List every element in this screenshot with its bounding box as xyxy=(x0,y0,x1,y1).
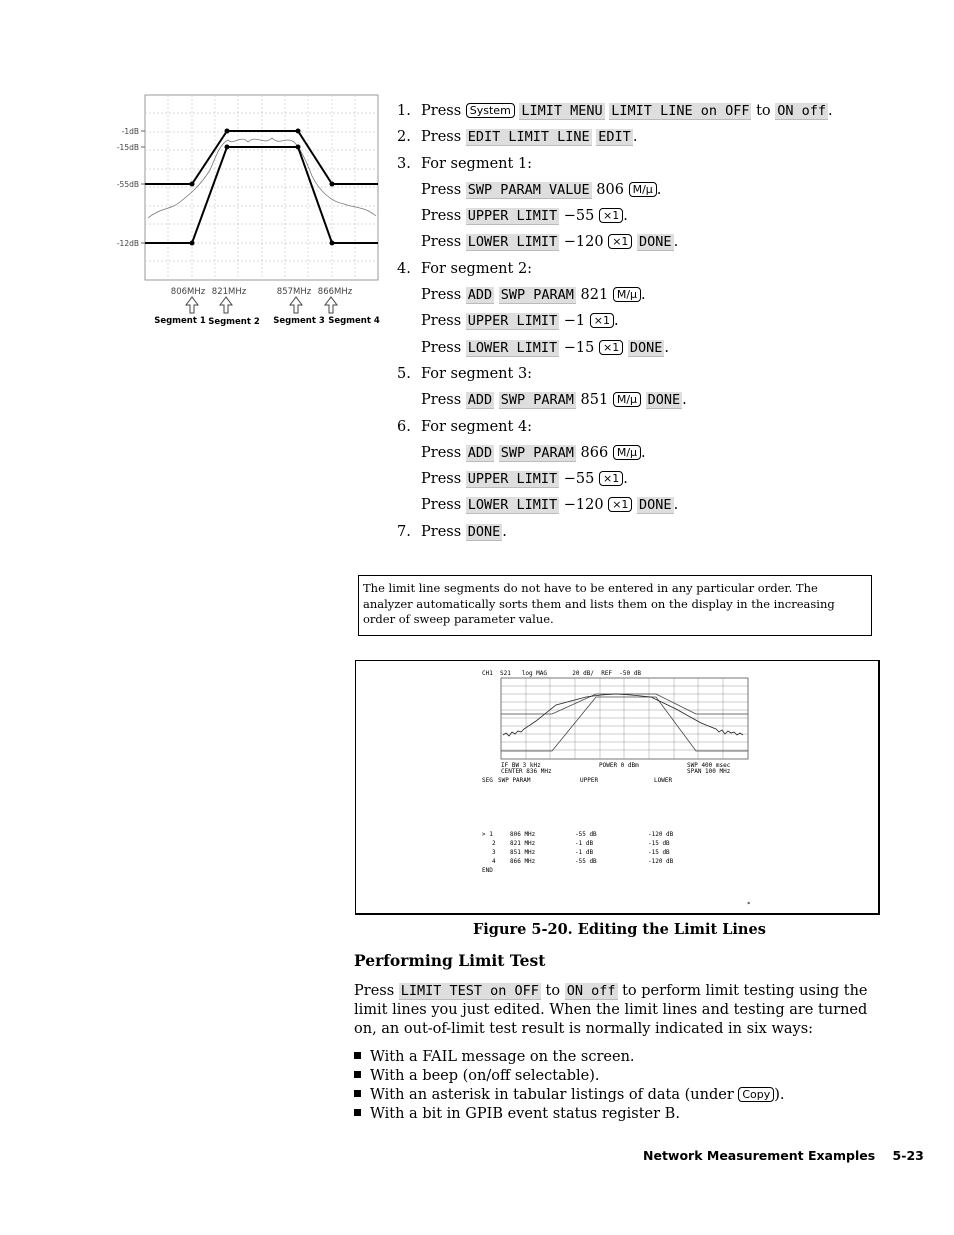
m-mu-key[interactable]: M/μ xyxy=(613,287,641,302)
done-softkey[interactable]: DONE xyxy=(639,234,672,251)
svg-text:-1 dB: -1 dB xyxy=(575,840,594,847)
edit-softkey[interactable]: EDIT xyxy=(598,129,631,146)
segment-label: Segment 4 xyxy=(328,316,380,326)
done-softkey[interactable]: DONE xyxy=(647,392,681,409)
add-softkey[interactable]: ADD xyxy=(467,392,493,409)
upper-limit-softkey[interactable]: UPPER LIMIT xyxy=(467,471,558,488)
level-label: -55dB xyxy=(116,180,139,189)
svg-text:821 MHz: 821 MHz xyxy=(510,840,536,847)
analyzer-screen-figure xyxy=(355,660,880,915)
swp-param-softkey[interactable]: SWP PARAM xyxy=(500,287,574,304)
screen-graticule xyxy=(501,678,748,759)
list-item: With a bit in GPIB event status register B. xyxy=(354,1105,785,1124)
x1-key[interactable]: ×1 xyxy=(599,471,623,486)
svg-text:4: 4 xyxy=(492,858,496,865)
procedure-steps xyxy=(397,100,917,547)
up-arrow-icon xyxy=(290,297,302,313)
limit-line-softkey[interactable]: LIMIT LINE on OFF xyxy=(611,103,750,119)
limit-menu-softkey[interactable]: LIMIT MENU xyxy=(521,103,603,119)
done-softkey[interactable]: DONE xyxy=(639,497,672,514)
bullet-icon xyxy=(354,1071,361,1078)
svg-text:2: 2 xyxy=(492,840,496,847)
step-4: 4. For segment 2: xyxy=(397,260,533,277)
screen-table-row xyxy=(492,849,670,856)
done-softkey[interactable]: DONE xyxy=(629,339,663,356)
step-3: 3. For segment 1: xyxy=(397,155,533,172)
lower-limit-softkey[interactable]: LOWER LIMIT xyxy=(467,339,558,356)
edit-limit-line-softkey[interactable]: EDIT LIMIT LINE xyxy=(467,129,590,146)
svg-text:-120 dB: -120 dB xyxy=(648,858,674,865)
segment-label: Segment 2 xyxy=(208,317,260,327)
svg-text:866 MHz: 866 MHz xyxy=(510,858,536,865)
upper-limit-softkey[interactable]: UPPER LIMIT xyxy=(467,208,558,225)
screen-table-row xyxy=(482,831,674,838)
analyzer-display xyxy=(356,661,878,913)
svg-text:> 1: > 1 xyxy=(482,831,493,838)
swp-param-softkey[interactable]: SWP PARAM xyxy=(500,444,574,461)
step-2: 2. Press EDIT LIMIT LINE EDIT . xyxy=(397,129,638,146)
step-4b: Press UPPER LIMIT −1 ×1 . xyxy=(421,313,619,330)
step-5: 5. For segment 3: xyxy=(397,365,533,382)
step-6b: Press UPPER LIMIT −55 ×1 . xyxy=(421,471,628,488)
screen-marker: * xyxy=(747,901,751,908)
bullet-icon xyxy=(354,1052,361,1059)
step-4c: Press LOWER LIMIT −15 ×1 DONE . xyxy=(421,339,669,356)
freq-label: 857MHz xyxy=(276,287,312,297)
screen-header: CH1 S21 log MAG 20 dB/ REF -50 dB xyxy=(482,670,641,677)
section-heading: Performing Limit Test xyxy=(354,951,546,970)
diagram-grid xyxy=(145,95,378,280)
svg-text:-15 dB: -15 dB xyxy=(648,849,670,856)
system-key[interactable]: System xyxy=(466,103,515,118)
segment-arrows xyxy=(186,297,337,313)
list-item: With an asterisk in tabular listings of data (under Copy ). xyxy=(354,1086,785,1105)
upper-limit-softkey[interactable]: UPPER LIMIT xyxy=(467,313,558,330)
x1-key[interactable]: ×1 xyxy=(599,340,623,355)
up-arrow-icon xyxy=(220,297,232,313)
svg-text:851 MHz: 851 MHz xyxy=(510,849,536,856)
swp-param-softkey[interactable]: SWP PARAM xyxy=(500,392,574,409)
limit-test-softkey[interactable]: LIMIT TEST on OFF xyxy=(400,983,539,999)
m-mu-key[interactable]: M/μ xyxy=(613,445,641,460)
svg-text:SWP PARAM: SWP PARAM xyxy=(498,777,531,784)
x1-key[interactable]: ×1 xyxy=(608,497,632,512)
svg-text:3: 3 xyxy=(492,849,496,856)
screen-table-header xyxy=(482,777,672,784)
add-softkey[interactable]: ADD xyxy=(467,287,493,304)
screen-span: SPAN 100 MHz xyxy=(687,768,731,775)
x1-key[interactable]: ×1 xyxy=(590,313,614,328)
svg-text:-120 dB: -120 dB xyxy=(648,831,674,838)
step-3b: Press UPPER LIMIT −55 ×1 . xyxy=(421,208,628,225)
page-footer: Network Measurement Examples 5-23 xyxy=(643,1148,924,1163)
screen-table-row xyxy=(492,858,674,865)
body-paragraph: Press LIMIT TEST on OFF to ON off to perform limit testing using the limit lines you just edited. When the limit lines and testing are turned on, an out-of-limit test result is normally indicated in six ways: xyxy=(354,983,868,1037)
diagram-ticks xyxy=(141,131,145,243)
freq-label: 806MHz xyxy=(170,287,206,297)
step-3c: Press LOWER LIMIT −120 ×1 DONE . xyxy=(421,234,679,251)
svg-text:806 MHz: 806 MHz xyxy=(510,831,536,838)
list-item: With a FAIL message on the screen. xyxy=(354,1048,785,1067)
m-mu-key[interactable]: M/μ xyxy=(613,392,641,407)
up-arrow-icon xyxy=(325,297,337,313)
svg-text:-55 dB: -55 dB xyxy=(575,858,597,865)
step-3a: Press SWP PARAM VALUE 806 M/μ . xyxy=(421,181,662,198)
step-7: 7. Press DONE . xyxy=(397,523,507,540)
level-label: -12dB xyxy=(116,239,139,248)
lower-limit-softkey[interactable]: LOWER LIMIT xyxy=(467,234,558,251)
done-softkey[interactable]: DONE xyxy=(467,523,501,540)
bullet-list xyxy=(354,1048,785,1124)
svg-text:-1 dB: -1 dB xyxy=(575,849,594,856)
on-off-softkey[interactable]: ON off xyxy=(777,103,827,119)
step-6: 6. For segment 4: xyxy=(397,418,533,435)
freq-label: 821MHz xyxy=(211,287,247,297)
up-arrow-icon xyxy=(186,297,198,313)
list-item: With a beep (on/off selectable). xyxy=(354,1067,785,1086)
m-mu-key[interactable]: M/μ xyxy=(629,182,657,197)
bullet-icon xyxy=(354,1090,361,1097)
level-label: -1dB xyxy=(121,127,139,136)
step-5a: Press ADD SWP PARAM 851 M/μ DONE . xyxy=(421,392,687,409)
screen-power: POWER 0 dBm xyxy=(599,762,639,769)
upper-limit-line xyxy=(145,131,378,184)
step-4a: Press ADD SWP PARAM 821 M/μ . xyxy=(421,287,646,304)
screen-trace xyxy=(503,694,743,736)
note-box: The limit line segments do not have to be entered in any particular order. The analyzer automatically sorts them and lists them on the display in the increasing order of sweep parameter value. xyxy=(358,575,872,636)
screen-sweep-time: SWP 400 msec xyxy=(687,762,731,769)
screen-table-row xyxy=(492,840,670,847)
figure-caption: Figure 5-20. Editing the Limit Lines xyxy=(473,921,766,938)
diagram-frame xyxy=(145,95,378,280)
lower-limit-line xyxy=(145,147,378,243)
svg-text:LOWER: LOWER xyxy=(654,777,673,784)
segment-label: Segment 3 xyxy=(273,316,325,326)
step-6a: Press ADD SWP PARAM 866 M/μ . xyxy=(421,444,646,461)
screen-ifbw: IF BW 3 kHz xyxy=(501,762,541,769)
screen-lower-limit xyxy=(501,697,748,751)
add-softkey[interactable]: ADD xyxy=(467,444,493,461)
x1-key[interactable]: ×1 xyxy=(599,208,623,223)
bullet-icon xyxy=(354,1109,361,1116)
limit-line-diagram xyxy=(110,90,390,330)
svg-text:-15 dB: -15 dB xyxy=(648,840,670,847)
lower-limit-softkey[interactable]: LOWER LIMIT xyxy=(467,497,558,514)
freq-label: 866MHz xyxy=(317,287,353,297)
screen-center: CENTER 836 MHz xyxy=(501,768,552,775)
x1-key[interactable]: ×1 xyxy=(608,234,632,249)
segment-label: Segment 1 xyxy=(154,316,206,326)
step-6c: Press LOWER LIMIT −120 ×1 DONE . xyxy=(421,497,679,514)
svg-text:-55 dB: -55 dB xyxy=(575,831,597,838)
on-off-softkey[interactable]: ON off xyxy=(566,983,616,999)
screen-table-end: END xyxy=(482,867,493,874)
swp-param-value-softkey[interactable]: SWP PARAM VALUE xyxy=(467,181,590,198)
svg-text:UPPER: UPPER xyxy=(580,777,599,784)
step-1: 1. Press System LIMIT MENU LIMIT LINE on OFF to ON off . xyxy=(397,103,833,119)
level-label: -15dB xyxy=(116,143,139,152)
svg-text:SEG: SEG xyxy=(482,777,493,784)
copy-key[interactable]: Copy xyxy=(738,1087,774,1102)
screen-grid xyxy=(501,678,748,759)
